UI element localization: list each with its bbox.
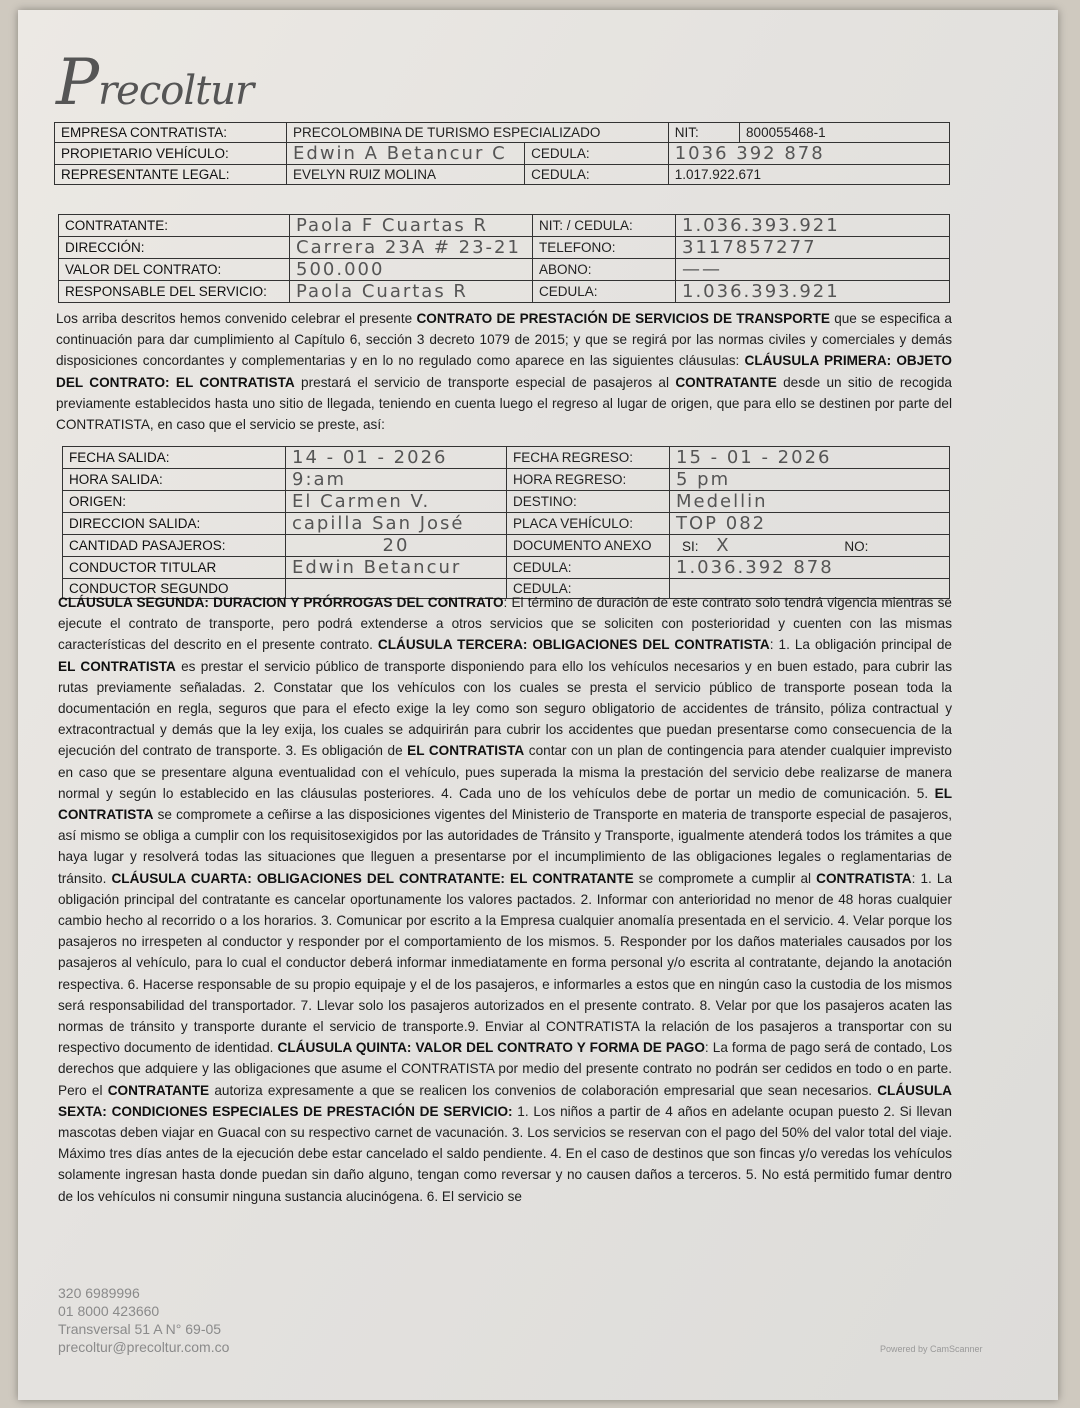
responsable-value: Paola Cuartas R: [290, 281, 533, 303]
representante-cedula-value: 1.017.922.671: [668, 165, 949, 185]
footer-contact: [58, 1284, 229, 1356]
anexo-label: DOCUMENTO ANEXO: [507, 535, 670, 557]
hora-regreso-label: HORA REGRESO:: [507, 469, 670, 491]
trip-table: [62, 446, 950, 599]
clause-5-title: CLÁUSULA QUINTA: VALOR DEL CONTRATO Y FORMA DE PAGO: [277, 1040, 705, 1056]
fecha-regreso-value: 15 - 01 - 2026: [670, 447, 950, 469]
clause-4-text-c: : 1. La obligación principal del contratante es cancelar oportunamente los valores pactados. 2. Informar con anterioridad no menor de 48 horas cualquier cambio hecho al recorrido o a los horarios. 3. Comunicar por escrito a la Empresa cualquier anomalía presentada en el servicio. 4. Velar porque los pasajeros no irrespeten al conductor y responder por el comportamiento de los mismos. 5. Responder por los daños materiales causados por los pasajeros al vehículo, para lo cual el conductor deberá informar inmediatamente en forma personal y/o escrita al contratante, dejando la anotación respectiva. 6. Hacerse responsable de su propio equipaje y el de los pasajeros, e informarles a estos que en ningún caso la custodia de los mismos será responsabilidad del transportador. 7. Llevar solo los pasajeros autorizados en el presente contrato. 8. Velar por que los pasajeros acaten las normas de tránsito y transporte durante el servicio de transporte.9. Enviar al CONTRATISTA la relación de los pasajeros a transportar con su respectivo documento de identidad.: [58, 870, 953, 1056]
clause-6-text: 1. Los niños a partir de 4 años en adelante ocupan puesto 2. Si llevan mascotas deben viajar en Guacal con su respectivo carnet de vacunación. 3. Los servicios se reservan con el pago del 50% del valor total del viaje. Máximo tres días antes de la ejecución debe estar cancelado el saldo pendiente. 4. En el caso de destinos que son fincas y/o veredas los vehículos solamente ingresan hasta donde puedan sin daño alguno, tengan como reversar y no causen daños a terceros. 5. No está permitido fumar dentro de los vehículos ni consumir ninguna sustancia alucinógena. 6. El servicio se: [58, 1103, 952, 1204]
conductor-label: CONDUCTOR TITULAR: [63, 557, 286, 579]
hora-salida-value: 9:am: [286, 469, 507, 491]
placa-value: TOP 082: [670, 513, 950, 535]
clause-5-text-a: : La forma de pago será de contado, Los derechos que adquiere y las obligaciones que asume el CONTRATISTA por medio del presente contrato no podrán ser cedidos en todo o en parte. Pero el: [58, 1040, 952, 1098]
responsable-cedula-label: CEDULA:: [533, 281, 676, 303]
anexo-mark: X: [716, 535, 731, 556]
anexo-no: NO:: [844, 539, 869, 554]
clause-3-text-g: se compromete a ceñirse a las disposiciones vigentes del Ministerio de Transporte en materia de transporte especial de pasajeros, así mismo se obliga a cumplir con los requisitosexigidos por las autoridades de Tránsito y Transporte, igualmente atenderá todos los trámites a que haya lugar y resolverá todas las situaciones que lleguen a presentarse por el incumplimiento de las obligaciones legales o reglamentarias de tránsito.: [58, 807, 952, 886]
clause-2-text: : El término de duración de este contrato solo tendrá vigencia mientras se ejecute el contrato de transporte, pero podrá extenderse a otros servicios que se soliciten con posterioridad y cuenten con las mismas características del descrito en el presente contrato.: [58, 595, 952, 653]
company-logo: Precoltur: [56, 46, 254, 120]
representante-cedula-label: CEDULA:: [525, 165, 669, 185]
empresa-label: EMPRESA CONTRATISTA:: [55, 123, 287, 143]
origen-label: ORIGEN:: [63, 491, 286, 513]
cantidad-label: CANTIDAD PASAJEROS:: [63, 535, 286, 557]
clause-1-title: CLÁUSULA PRIMERA: OBJETO DEL CONTRATO: EL CONTRATISTA: [56, 353, 953, 390]
intro-text-1: Los arriba descritos hemos convenido celebrar el presente: [56, 311, 417, 326]
contratante-value: Paola F Cuartas R: [290, 215, 533, 237]
contract-name: CONTRATO DE PRESTACIÓN DE SERVICIOS DE TRANSPORTE: [416, 311, 830, 326]
conductor-value: Edwin Betancur: [286, 557, 507, 579]
clause-2-title: CLÁUSULA SEGUNDA: DURACION Y PRÓRROGAS DEL CONTRATO: [58, 595, 504, 610]
responsable-label: RESPONSABLE DEL SERVICIO:: [59, 281, 290, 303]
conductor-cedula-value: 1.036.392 878: [670, 557, 950, 579]
clause-3-bold-d: EL CONTRATISTA: [407, 743, 525, 759]
direccion-label: DIRECCIÓN:: [59, 237, 290, 259]
intro-text-4: desde un sitio de recogida previamente establecidos hasta uno sitio de llegada, teniendo en cuenta luego el regreso al lugar de origen, que para ello se destinen por parte del CONTRATISTA, en caso que el servicio se preste, así:: [56, 374, 952, 433]
footer-email: precoltur@precoltur.com.co: [58, 1339, 230, 1355]
clause-3-text-c: es prestar el servicio público de transporte disponiendo para ello los vehículos necesarios y en buen estado, para cubrir las rutas previamente señaladas. 2. Constatar que los vehículos con los cuales se presta el servicio público de transporte posean toda la documentación en regla, seguros que para el efecto exige la ley como son seguro obligatorio de accidentes de tránsito, póliza contractual y extracontractual y demás que la ley exija, los cuales se adquirirán para cubrir los accidentes que puedan presentarse como consecuencia de la ejecución del contrato de transporte. 3. Es obligación de: [58, 658, 953, 759]
footer-phone-1: 320 6989996: [58, 1285, 140, 1301]
nit-value: 800055468-1: [740, 123, 950, 143]
hora-salida-label: HORA SALIDA:: [63, 469, 286, 491]
clause-4-bold-b: CONTRATISTA: [816, 870, 912, 886]
representante-label: REPRESENTANTE LEGAL:: [55, 165, 287, 185]
clause-4-title: CLÁUSULA CUARTA: OBLIGACIONES DEL CONTRATANTE: EL CONTRATANTE: [111, 870, 634, 886]
direccion-salida-label: DIRECCION SALIDA:: [63, 513, 286, 535]
client-table: [58, 214, 950, 303]
intro-text-2: que se especifica a continuación para dar cumplimiento al Capítulo 6, sección 3 decreto 1079 de 2015; y que se regirá por las normas civiles y comerciales y demás disposiciones concordantes y complementarias y en lo no regulado como aparece en las siguientes cláusulas:: [56, 311, 952, 369]
clause-5-bold-b: CONTRATANTE: [107, 1082, 210, 1098]
anexo-options: [670, 535, 950, 557]
clause-1-contratante: CONTRATANTE: [675, 374, 777, 390]
destino-label: DESTINO:: [507, 491, 670, 513]
propietario-cedula-value: 1036 392 878: [668, 143, 949, 165]
direccion-value: Carrera 23A # 23-21: [290, 237, 533, 259]
nit-label: NIT:: [668, 123, 739, 143]
cantidad-value: 20: [286, 535, 507, 557]
propietario-label: PROPIETARIO VEHÍCULO:: [55, 143, 287, 165]
valor-value: 500.000: [290, 259, 533, 281]
representante-value: EVELYN RUIZ MOLINA: [287, 165, 525, 185]
conductor-cedula-label: CEDULA:: [507, 557, 670, 579]
clause-6-title: CLÁUSULA SEXTA: CONDICIONES ESPECIALES DE PRESTACIÓN DE SERVICIO:: [58, 1082, 952, 1119]
intro-paragraph: [56, 308, 952, 435]
abono-label: ABONO:: [533, 259, 676, 281]
clause-3-text-e: contar con un plan de contingencia para atender cualquier imprevisto en caso que se presentare alguna eventualidad con el vehículo, pues superada la misma la prestación del servicio debe realizarse de manera normal y según lo establecido en las cláusulas posteriores. 4. Cada uno de los vehículos debe de portar un medio de comunicación. 5.: [58, 743, 952, 801]
clause-5-text-c: autoriza expresamente a que se realicen los convenios de colaboración empresarial que sean necesarios.: [209, 1082, 878, 1098]
clauses-text: [58, 592, 952, 1207]
hora-regreso-value: 5 pm: [670, 469, 950, 491]
fecha-salida-label: FECHA SALIDA:: [63, 447, 286, 469]
clause-3-bold-f: EL CONTRATISTA: [58, 785, 952, 823]
responsable-cedula-value: 1.036.393.921: [676, 281, 950, 303]
anexo-si: SI:: [682, 539, 699, 554]
nit-cedula-value: 1.036.393.921: [676, 215, 950, 237]
clause-3-text-a: : 1. La obligación principal de: [769, 637, 952, 653]
abono-value: ——: [676, 259, 950, 281]
camscanner-watermark: Powered by CamScanner: [880, 1344, 983, 1354]
segundo-label: CONDUCTOR SEGUNDO: [63, 579, 286, 599]
fecha-regreso-label: FECHA REGRESO:: [507, 447, 670, 469]
segundo-cedula-label: CEDULA:: [507, 579, 670, 599]
contratante-label: CONTRATANTE:: [59, 215, 290, 237]
clause-4-text-a: se compromete a cumplir al: [633, 870, 817, 886]
fecha-salida-value: 14 - 01 - 2026: [286, 447, 507, 469]
propietario-value: Edwin A Betancur C: [287, 143, 525, 165]
footer-address: Transversal 51 A N° 69-05: [58, 1321, 222, 1337]
nit-cedula-label: NIT: / CEDULA:: [533, 215, 676, 237]
telefono-value: 3117857277: [676, 237, 950, 259]
company-table: [54, 122, 950, 185]
empresa-value: PRECOLOMBINA DE TURISMO ESPECIALIZADO: [287, 123, 669, 143]
valor-label: VALOR DEL CONTRATO:: [59, 259, 290, 281]
origen-value: El Carmen V.: [286, 491, 507, 513]
intro-text-3: prestará el servicio de transporte especial de pasajeros al: [294, 374, 676, 390]
placa-label: PLACA VEHÍCULO:: [507, 513, 670, 535]
direccion-salida-value: capilla San José: [286, 513, 507, 535]
contract-page: [18, 10, 1058, 1400]
footer-phone-2: 01 8000 423660: [58, 1303, 160, 1319]
clause-3-title: CLÁUSULA TERCERA: OBLIGACIONES DEL CONTRATISTA: [377, 637, 770, 653]
clause-3-bold-b: EL CONTRATISTA: [58, 658, 176, 674]
destino-value: Medellin: [670, 491, 950, 513]
telefono-label: TELEFONO:: [533, 237, 676, 259]
propietario-cedula-label: CEDULA:: [525, 143, 669, 165]
